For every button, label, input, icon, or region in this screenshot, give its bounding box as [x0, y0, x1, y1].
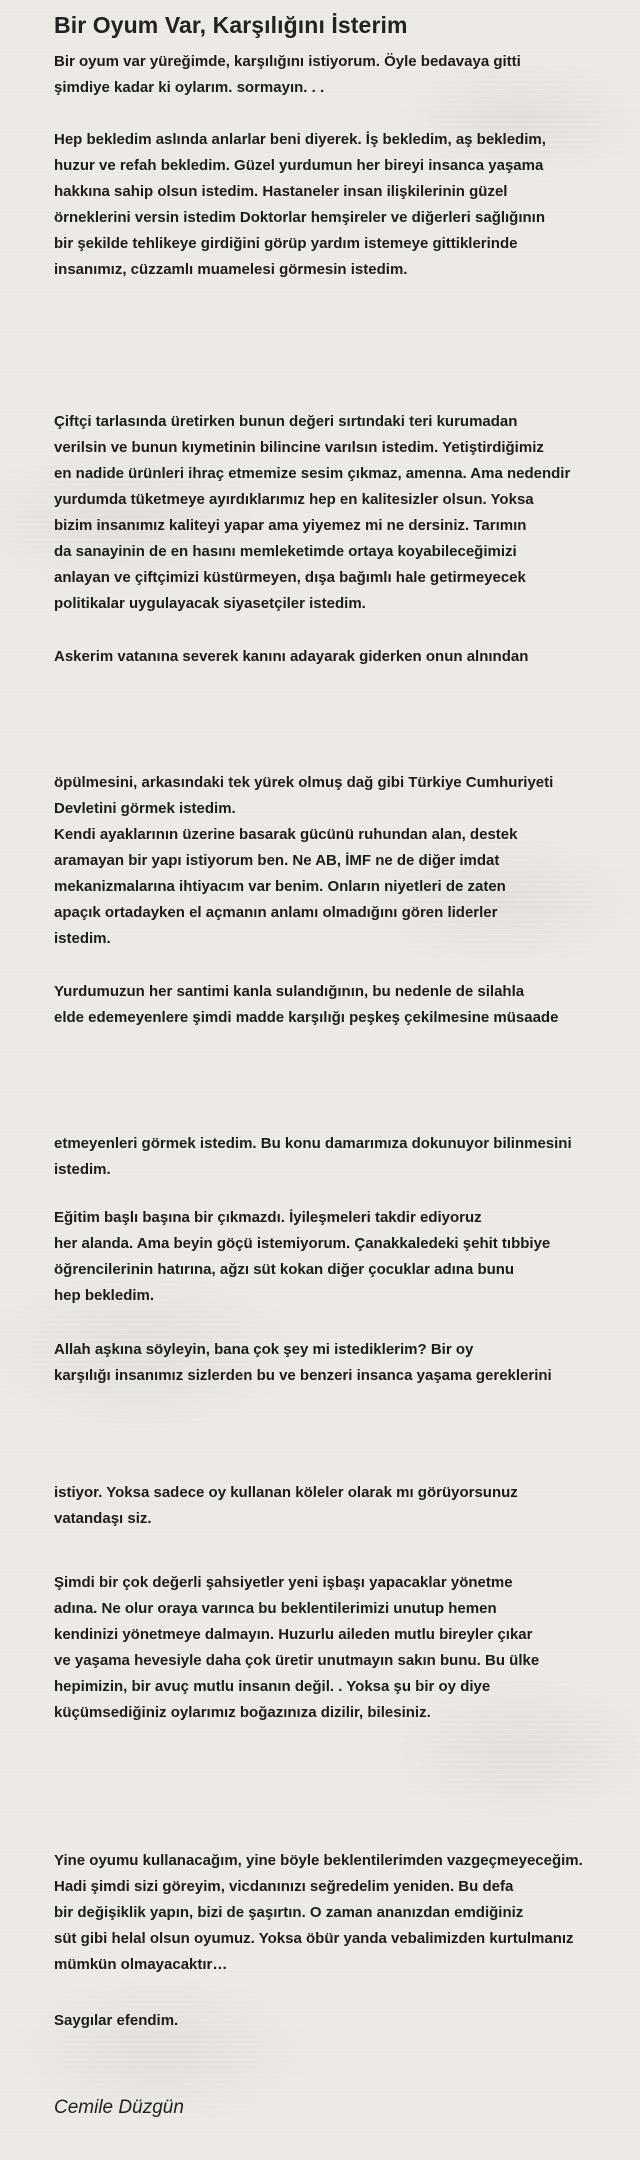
- poem-paragraph: Bir oyum var yüreğimde, karşılığını istiyorum. Öyle bedavaya gitti şimdiye kadar ki oylarım. sormayın. . .: [54, 53, 521, 96]
- poem-paragraph: öpülmesini, arkasındaki tek yürek olmuş dağ gibi Türkiye Cumhuriyeti Devletini görmek istedim. Kendi ayaklarının üzerine basarak gücünü ruhundan alan, destek aramayan bir yapı istiyorum ben. Ne AB, İMF ne de diğer imdat mekanizmalarına ihtiyacım var benim. Onların niyetleri de zaten apaçık ortadayken el açmanın anlamı olmadığını gören liderler istedim.: [54, 774, 554, 947]
- poem-paragraph: Şimdi bir çok değerli şahsiyetler yeni işbaşı yapacaklar yönetme adına. Ne olur oraya varınca bu beklentilerimizi unutup hemen kendinizi yönetmeye dalmayın. Huzurlu aileden mutlu bireyler çıkar ve yaşama hevesiyle daha çok üretir unutmayın sakın bunu. Bu ülke hepimizin, bir avuç mutlu insanın değil. . Yoksa şu bir oy diye küçümsediğiniz oylarımız boğazınıza dizilir, bilesiniz.: [54, 1574, 540, 1721]
- poem-paragraph: istiyor. Yoksa sadece oy kullanan köleler olarak mı görüyorsunuz vatandaşı siz.: [54, 1484, 518, 1527]
- poem-paragraph: Yine oyumu kullanacağım, yine böyle beklentilerimden vazgeçmeyeceğim. Hadi şimdi sizi göreyim, vicdanınızı seğredelim yeniden. Bu defa bir değişiklik yapın, bizi de şaşırtın. O zaman ananızdan emdiğiniz süt gibi helal olsun oyumuz. Yoksa öbür yanda vebalimizden kurtulmanız mümkün olmayacaktır…: [54, 1852, 583, 1973]
- poem-paragraph: Saygılar efendim.: [54, 2012, 179, 2029]
- poem-title: Bir Oyum Var, Karşılığını İsterim: [54, 12, 408, 38]
- poem-paragraph: Hep bekledim aslında anlarlar beni diyerek. İş bekledim, aş bekledim, huzur ve refah bekledim. Güzel yurdumun her bireyi insanca yaşama hakkına sahip olsun istedim. Hastaneler insan ilişkilerinin güzel örneklerini versin istedim Doktorlar hemşireler ve diğerleri sağlığının bir şekilde tehlikeye girdiğini görüp yardım istemeye gittiklerinde insanımız, cüzzamlı muamelesi görmesin istedim.: [54, 131, 546, 278]
- poem-paragraph: Askerim vatanına severek kanını adayarak giderken onun alnından: [54, 648, 529, 665]
- poem-paragraph: Eğitim başlı başına bir çıkmazdı. İyileşmeleri takdir ediyoruz her alanda. Ama beyin göçü istemiyorum. Çanakkaledeki şehit tıbbiye öğrencilerinin hatırına, ağzı süt kokan diğer çocuklar adına bunu hep bekledim.: [54, 1209, 551, 1304]
- poem-paragraph: Çiftçi tarlasında üretirken bunun değeri sırtındaki teri kurumadan verilsin ve bunun kıymetinin bilincine varılsın istedim. Yetiştirdiğimiz en nadide ürünleri ihraç etmemize sesim çıkmaz, amenna. Ama nedendir yurdumda tüketmeye ayırdıklarımız hep en kalitesizler olsun. Yoksa bizim insanımız kaliteyi yapar ama yiyemez mi ne dersiniz. Tarımın da sanayinin de en hasını memleketimde ortaya koyabileceğimizi anlayan ve çiftçimizi küstürmeyen, dışa bağımlı hale getirmeyecek politikalar uygulayacak siyasetçiler istedim.: [54, 413, 571, 612]
- author-signature: Cemile Düzgün: [54, 2097, 184, 2118]
- poem-paragraph: Yurdumuzun her santimi kanla sulandığının, bu nedenle de silahla elde edemeyenlere şimdi madde karşılığı peşkeş çekilmesine müsaade: [54, 983, 559, 1026]
- poem-paragraph: Allah aşkına söyleyin, bana çok şey mi istediklerim? Bir oy karşılığı insanımız sizlerden bu ve benzeri insanca yaşama gereklerini: [54, 1341, 552, 1384]
- poem-paragraph: etmeyenleri görmek istedim. Bu konu damarımıza dokunuyor bilinmesini istedim.: [54, 1135, 572, 1178]
